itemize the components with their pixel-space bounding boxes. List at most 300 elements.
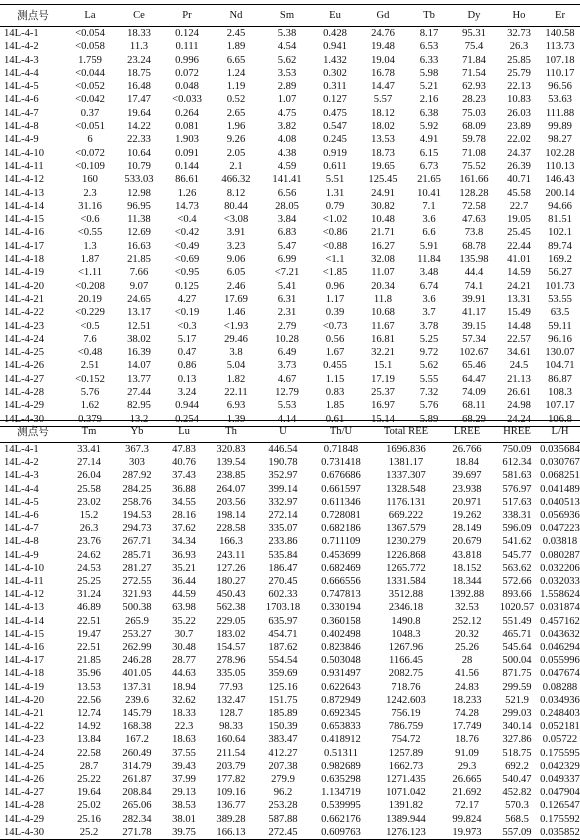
value-cell: 0.402498 — [321, 628, 361, 640]
value-cell: 0.455 — [323, 360, 347, 372]
column-header: Gd — [358, 5, 408, 27]
sample-id-cell: 14L-4-20 — [4, 280, 45, 292]
value-cell: 9.06 — [226, 254, 246, 266]
column-header: Tb — [408, 5, 450, 27]
table-row — [0, 760, 580, 773]
value-cell: 15.1 — [373, 360, 393, 372]
value-cell: 1.759 — [78, 54, 102, 66]
value-cell: 74.09 — [462, 387, 486, 399]
value-cell: 208.84 — [122, 787, 152, 799]
table-row — [0, 549, 580, 562]
value-cell: 108.3 — [548, 387, 572, 399]
sample-id-cell: 14L-4-16 — [4, 642, 45, 654]
value-cell: 22.44 — [507, 240, 531, 252]
value-cell: 16.48 — [127, 81, 151, 93]
value-cell: 15.49 — [507, 307, 531, 319]
value-cell: 1.19 — [226, 81, 246, 93]
value-cell: 33.41 — [77, 444, 101, 455]
value-cell: 5.92 — [419, 121, 439, 133]
value-cell: 0.047223 — [540, 523, 580, 535]
value-cell: 53.55 — [548, 293, 572, 305]
value-cell: 1.87 — [80, 254, 100, 266]
value-cell: 39.75 — [162, 826, 206, 840]
value-cell: 28 — [461, 655, 473, 667]
sample-id-cell: 14L-4-30 — [0, 413, 66, 427]
value-cell: 4.54 — [277, 41, 297, 53]
value-cell: 25.45 — [507, 227, 531, 239]
value-cell: 46.89 — [77, 602, 101, 614]
value-cell: <1.85 — [322, 267, 348, 279]
value-cell: 18.12 — [371, 107, 395, 119]
value-cell: 145.79 — [122, 708, 152, 720]
value-cell: 265.06 — [122, 800, 152, 812]
value-cell: 5.04 — [226, 360, 246, 372]
value-cell: 1048.3 — [391, 628, 421, 640]
value-cell: 0.547 — [323, 121, 347, 133]
value-cell: 0.635298 — [321, 774, 361, 786]
value-cell: 1020.57 — [499, 602, 535, 614]
value-cell: <0.4 — [177, 214, 197, 226]
value-cell: 22.33 — [127, 134, 151, 146]
value-cell: 23.24 — [127, 54, 151, 66]
value-cell: 3.6 — [422, 214, 436, 226]
value-cell: 17.749 — [452, 721, 482, 733]
value-cell: 0.503048 — [321, 655, 361, 667]
value-cell: 0.418912 — [321, 734, 361, 746]
value-cell: <0.5 — [80, 320, 100, 332]
ree-table-part1 — [0, 4, 580, 427]
value-cell: 5.47 — [277, 240, 297, 252]
value-cell: 2346.18 — [388, 602, 424, 614]
value-cell: 0.360158 — [321, 615, 361, 627]
value-cell: 359.69 — [268, 668, 298, 680]
value-cell: 15.14 — [358, 413, 408, 427]
value-cell: 25.16 — [77, 813, 101, 825]
value-cell: 1331.584 — [386, 576, 426, 588]
value-cell: 1337.307 — [386, 470, 426, 482]
value-cell: 0.609763 — [310, 826, 372, 840]
value-cell: 576.97 — [502, 483, 532, 495]
sample-id-cell: 14L-4-7 — [4, 107, 39, 119]
value-cell: 110.17 — [545, 67, 575, 79]
value-cell: 0.043632 — [540, 628, 580, 640]
table-row — [0, 535, 580, 548]
value-cell: 2.3 — [83, 187, 97, 199]
value-cell: 0.682186 — [321, 523, 361, 535]
value-cell: 21.13 — [507, 373, 531, 385]
value-cell: <7.21 — [274, 267, 300, 279]
value-cell: 0.042329 — [540, 760, 580, 772]
value-cell: 35.22 — [172, 615, 196, 627]
value-cell: 38.02 — [127, 333, 151, 345]
value-cell: 1367.579 — [386, 523, 426, 535]
value-cell: 41.01 — [507, 254, 531, 266]
value-cell: 10.68 — [371, 307, 395, 319]
value-cell: 0.08288 — [542, 681, 578, 693]
sample-id-cell: 14L-4-18 — [4, 254, 45, 266]
value-cell: <0.152 — [75, 373, 105, 385]
value-cell: 261.87 — [122, 774, 152, 786]
value-cell: 1391.82 — [388, 800, 424, 812]
value-cell: 24.5 — [509, 360, 529, 372]
value-cell: 25.26 — [455, 642, 479, 654]
value-cell: 450.43 — [216, 589, 246, 601]
value-cell: 750.09 — [502, 444, 532, 455]
value-cell: 0.049337 — [540, 774, 580, 786]
value-cell: 267.71 — [122, 536, 152, 548]
value-cell: 243.11 — [216, 549, 246, 561]
value-cell: 5.53 — [277, 400, 297, 412]
table-row — [0, 681, 580, 694]
value-cell: 299.59 — [502, 681, 532, 693]
value-cell: 14.92 — [77, 721, 101, 733]
value-cell: 21.85 — [77, 655, 101, 667]
value-cell: 31.24 — [77, 589, 101, 601]
value-cell: 22.02 — [507, 134, 531, 146]
sample-id-cell: 14L-4-22 — [4, 721, 45, 733]
table-row — [0, 456, 580, 469]
sample-id-cell: 14L-4-12 — [4, 589, 45, 601]
value-cell: 22.58 — [77, 747, 101, 759]
value-cell: 0.823846 — [321, 642, 361, 654]
sample-id-cell: 14L-4-22 — [4, 307, 45, 319]
value-cell: 125.16 — [268, 681, 298, 693]
sample-id-cell: 14L-4-1 — [4, 444, 39, 455]
sample-id-cell: 14L-4-8 — [4, 121, 39, 133]
value-cell: 53.63 — [548, 94, 572, 106]
value-cell: 0.944 — [175, 400, 199, 412]
value-cell: 3.73 — [277, 360, 297, 372]
value-cell: 22.3 — [174, 721, 194, 733]
value-cell: 6.38 — [419, 107, 439, 119]
value-cell: 389.28 — [216, 813, 246, 825]
sample-id-cell: 14L-4-2 — [4, 457, 39, 469]
value-cell: 6.15 — [419, 147, 439, 159]
value-cell: 18.94 — [172, 681, 196, 693]
value-cell: 96.2 — [273, 787, 293, 799]
table-row — [0, 213, 580, 226]
value-cell: 24.65 — [127, 293, 151, 305]
value-cell: 320.83 — [216, 444, 246, 455]
sample-id-cell: 14L-4-3 — [4, 54, 39, 66]
value-cell: 2.1 — [229, 160, 243, 172]
value-cell: 5.38 — [277, 28, 297, 39]
value-cell: 23.938 — [452, 483, 482, 495]
value-cell: 238.85 — [216, 470, 246, 482]
table-row — [0, 306, 580, 319]
value-cell: 99.89 — [548, 121, 572, 133]
value-cell: 25.85 — [507, 54, 531, 66]
table-row — [0, 813, 580, 826]
value-cell: 270.45 — [268, 576, 298, 588]
value-cell: 68.29 — [450, 413, 498, 427]
value-cell: 20.971 — [452, 496, 482, 508]
value-cell: 18.63 — [172, 734, 196, 746]
value-cell: 12.98 — [127, 187, 151, 199]
value-cell: 17.69 — [224, 293, 248, 305]
value-cell: 194.53 — [122, 510, 152, 522]
value-cell: 557.09 — [494, 826, 540, 840]
value-cell: 62.93 — [462, 81, 486, 93]
table-row — [0, 641, 580, 654]
value-cell: 1.432 — [323, 54, 347, 66]
value-cell: 1.558624 — [540, 589, 580, 601]
value-cell: 166.3 — [219, 536, 243, 548]
value-cell: 0.941 — [323, 41, 347, 53]
value-cell: 11.38 — [127, 214, 151, 226]
value-cell: 454.71 — [268, 628, 298, 640]
value-cell: 4.75 — [277, 107, 297, 119]
value-cell: 871.75 — [502, 668, 532, 680]
table-row — [0, 562, 580, 575]
value-cell: 692.2 — [505, 760, 529, 772]
value-cell: 1267.96 — [388, 642, 424, 654]
value-cell: 0.996 — [175, 54, 199, 66]
value-cell: 190.78 — [268, 457, 298, 469]
value-cell: 19.973 — [440, 826, 494, 840]
value-cell: 106.8 — [540, 413, 580, 427]
value-cell: 314.79 — [122, 760, 152, 772]
value-cell: <0.55 — [77, 227, 103, 239]
value-cell: 0.453699 — [321, 549, 361, 561]
value-cell: 0.03818 — [542, 536, 578, 548]
value-cell: <0.229 — [75, 307, 105, 319]
value-cell: 24.53 — [77, 562, 101, 574]
sample-id-cell: 14L-4-5 — [4, 81, 39, 93]
value-cell: 102.28 — [545, 147, 575, 159]
column-header: Er — [540, 5, 580, 27]
value-cell: 0.52 — [226, 94, 246, 106]
value-cell: 18.73 — [371, 147, 395, 159]
table-row — [0, 226, 580, 239]
value-cell: 0.428 — [323, 28, 347, 39]
value-cell: 233.86 — [268, 536, 298, 548]
column-header: L/H — [540, 421, 580, 443]
table-row — [0, 320, 580, 333]
value-cell: 1.26 — [177, 187, 197, 199]
value-cell: 25.79 — [507, 67, 531, 79]
sample-id-cell: 14L-4-23 — [4, 734, 45, 746]
table-row — [0, 160, 580, 173]
value-cell: 1.07 — [277, 94, 297, 106]
table-row — [0, 399, 580, 412]
value-cell: 11.8 — [373, 293, 393, 305]
column-header: Sm — [262, 5, 312, 27]
value-cell: 8.17 — [419, 28, 439, 39]
value-cell: 111.88 — [545, 107, 575, 119]
sample-id-cell: 14L-4-11 — [4, 160, 44, 172]
value-cell: 45.58 — [507, 187, 531, 199]
value-cell: 25.25 — [77, 576, 101, 588]
table-row — [0, 667, 580, 680]
column-header: Tm — [66, 421, 112, 443]
value-cell: 17.47 — [127, 94, 151, 106]
table-row — [0, 293, 580, 306]
value-cell: 635.97 — [268, 615, 298, 627]
value-cell: 294.73 — [122, 523, 152, 535]
value-cell: 32.53 — [455, 602, 479, 614]
value-cell: 132.47 — [216, 694, 246, 706]
value-cell: 95.31 — [462, 28, 486, 39]
value-cell: 38.01 — [172, 813, 196, 825]
value-cell: 136.77 — [216, 800, 246, 812]
value-cell: 102.1 — [548, 227, 572, 239]
value-cell: 35.21 — [172, 562, 196, 574]
value-cell: 13.53 — [371, 134, 395, 146]
value-cell: 37.62 — [172, 523, 196, 535]
value-cell: 23.89 — [507, 121, 531, 133]
value-cell: 207.38 — [268, 760, 298, 772]
table-row — [0, 147, 580, 160]
value-cell: 5.55 — [419, 373, 439, 385]
table2-header-row — [0, 421, 580, 443]
value-cell: 26.3 — [79, 523, 99, 535]
value-cell: 1.39 — [210, 413, 262, 427]
value-cell: 5.51 — [325, 174, 345, 186]
value-cell: 0.653833 — [321, 721, 361, 733]
value-cell: 139.54 — [216, 457, 246, 469]
value-cell: 0.032033 — [540, 576, 580, 588]
column-header: Pr — [164, 5, 210, 27]
value-cell: <0.052 — [75, 81, 105, 93]
value-cell: 0.125 — [175, 280, 199, 292]
value-cell: 0.51311 — [323, 747, 359, 759]
column-header: LREE — [440, 421, 494, 443]
value-cell: 75.03 — [462, 107, 486, 119]
table-row — [0, 80, 580, 93]
table-row — [0, 443, 580, 457]
value-cell: 0.144 — [175, 160, 199, 172]
value-cell: 16.81 — [371, 333, 395, 345]
value-cell: 0.111 — [175, 41, 199, 53]
value-cell: <0.69 — [174, 254, 200, 266]
value-cell: 94.66 — [548, 200, 572, 212]
value-cell: 1265.772 — [386, 562, 426, 574]
value-cell: 14.47 — [371, 81, 395, 93]
value-cell: 1662.73 — [388, 760, 424, 772]
value-cell: 0.71848 — [323, 444, 359, 455]
value-cell: 6.53 — [419, 41, 439, 53]
column-header: Lu — [162, 421, 206, 443]
value-cell: 452.82 — [502, 787, 532, 799]
value-cell: 352.97 — [268, 470, 298, 482]
table-row — [0, 107, 580, 120]
value-cell: 141.41 — [272, 174, 302, 186]
value-cell: <0.49 — [174, 240, 200, 252]
value-cell: 4.08 — [277, 134, 297, 146]
value-cell: 14.22 — [127, 121, 151, 133]
value-cell: 5.98 — [419, 67, 439, 79]
value-cell: 18.75 — [127, 67, 151, 79]
value-cell: 0.731418 — [321, 457, 361, 469]
value-cell: <0.6 — [80, 214, 100, 226]
value-cell: <0.86 — [322, 227, 348, 239]
value-cell: 545.64 — [502, 642, 532, 654]
value-cell: 75.4 — [464, 41, 484, 53]
table-row — [0, 799, 580, 812]
sample-id-cell: 14L-4-7 — [4, 523, 39, 535]
value-cell: <0.88 — [322, 240, 348, 252]
sample-id-cell: 14L-4-15 — [4, 214, 45, 226]
value-cell: 34.61 — [507, 347, 531, 359]
table-row — [0, 187, 580, 200]
value-cell: 0.035852 — [540, 826, 580, 838]
value-cell: 19.48 — [371, 41, 395, 53]
value-cell: 2.65 — [226, 107, 246, 119]
value-cell: 168.38 — [122, 721, 152, 733]
table-row — [0, 575, 580, 588]
value-cell: 1389.944 — [386, 813, 426, 825]
value-cell: 6.49 — [277, 347, 297, 359]
column-header: Dy — [450, 5, 498, 27]
value-cell: 0.539995 — [321, 800, 361, 812]
value-cell: 5.17 — [177, 333, 197, 345]
value-cell: 264.07 — [216, 483, 246, 495]
value-cell: 0.919 — [323, 147, 347, 159]
value-cell: 20.32 — [455, 628, 479, 640]
value-cell: 14.59 — [507, 267, 531, 279]
value-cell: 3.6 — [422, 293, 436, 305]
value-cell: 0.052181 — [540, 721, 580, 733]
value-cell: 13.31 — [507, 293, 531, 305]
value-cell: 253.27 — [122, 628, 152, 640]
value-cell: 893.66 — [502, 589, 532, 601]
value-cell: 540.47 — [502, 774, 532, 786]
value-cell: 1.89 — [226, 41, 246, 53]
value-cell: 28.23 — [462, 94, 486, 106]
value-cell: 7.66 — [129, 267, 149, 279]
value-cell: 20.19 — [78, 293, 102, 305]
value-cell: 466.32 — [221, 174, 251, 186]
value-cell: 5.41 — [277, 280, 297, 292]
value-cell: 30.48 — [172, 642, 196, 654]
value-cell: 0.79 — [325, 200, 345, 212]
value-cell: 2082.75 — [388, 668, 424, 680]
value-cell: 0.302 — [323, 67, 347, 79]
column-header-sample: 测点号 — [0, 421, 66, 443]
value-cell: 1696.836 — [386, 444, 426, 455]
value-cell: 1703.18 — [265, 602, 301, 614]
value-cell: 39.91 — [462, 293, 486, 305]
value-cell: 7.6 — [83, 333, 97, 345]
value-cell: 18.84 — [455, 457, 479, 469]
sample-id-cell: 14L-4-27 — [4, 373, 45, 385]
value-cell: 74.28 — [455, 708, 479, 720]
value-cell: 30.82 — [371, 200, 395, 212]
value-cell: 37.43 — [172, 470, 196, 482]
value-cell: 63.98 — [172, 602, 196, 614]
value-cell: 18.76 — [455, 734, 479, 746]
value-cell: 109.16 — [216, 787, 246, 799]
value-cell: 128.28 — [459, 187, 489, 199]
value-cell: 21.65 — [417, 174, 441, 186]
value-cell: 401.05 — [122, 668, 152, 680]
table-row — [0, 253, 580, 266]
value-cell: 5.91 — [419, 240, 439, 252]
value-cell: 127.26 — [216, 562, 246, 574]
value-cell: 260.49 — [122, 747, 152, 759]
table-row — [0, 333, 580, 346]
value-cell: 19.64 — [77, 787, 101, 799]
table-row — [0, 733, 580, 746]
value-cell: 22.7 — [509, 200, 529, 212]
value-cell: 20.679 — [452, 536, 482, 548]
value-cell: 272.55 — [122, 576, 152, 588]
value-cell: 16.78 — [371, 67, 395, 79]
value-cell: 0.682469 — [321, 562, 361, 574]
sample-id-cell: 14L-4-14 — [4, 200, 45, 212]
value-cell: 0.311 — [323, 81, 347, 93]
